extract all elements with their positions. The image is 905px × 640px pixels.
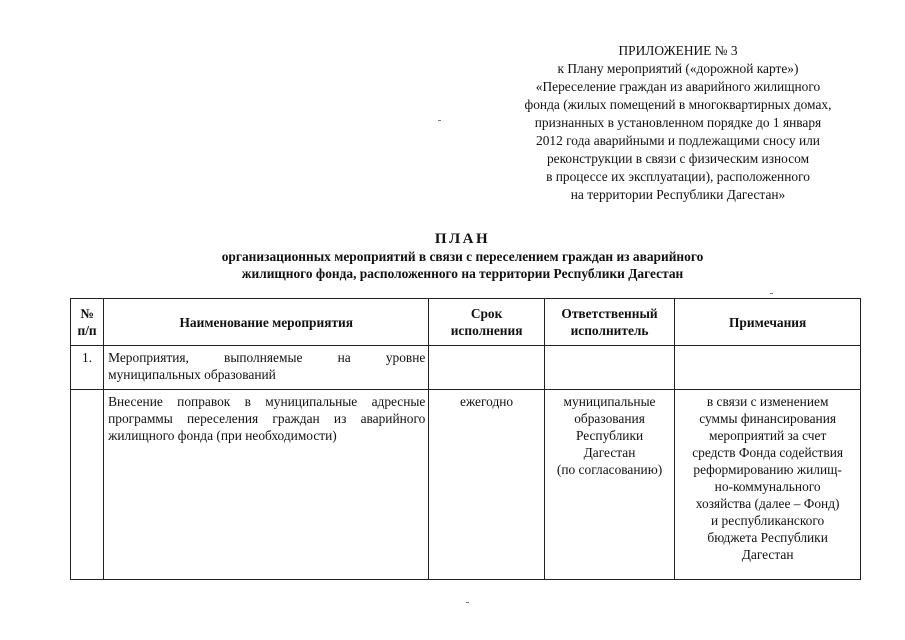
section-number: 1. [71,346,104,390]
section-notes [675,346,861,390]
section-responsible [544,346,674,390]
scan-speck [770,293,773,294]
appendix-line: «Переселение граждан из аварийного жилищного [535,79,821,94]
plan-title: ПЛАН [434,231,491,247]
appendix-block [488,42,868,204]
item-number [71,390,104,580]
header-num: № п/п [71,299,104,346]
plan-table [70,298,861,580]
section-name: Мероприятия, выполняемые на уровне муниципальных образований [104,346,429,390]
item-term: ежегодно [429,390,544,580]
appendix-line: реконструкции в связи с физическим износом [546,151,810,166]
plan-heading [0,230,905,282]
item-name: Внесение поправок в муниципальные адресные программы переселения граждан из аварийного жилищного фонда (при необходимости) [104,390,429,580]
plan-subtitle-line: жилищного фонда, расположенного на территории Республики Дагестан [241,266,684,281]
item-responsible: муниципальные образования Республики Дагестан (по согласованию) [544,390,674,580]
table-row-section [71,346,861,390]
appendix-line: к Плану мероприятий («дорожной карте») [557,61,799,76]
appendix-title: ПРИЛОЖЕНИЕ № 3 [618,43,738,58]
header-notes: Примечания [675,299,861,346]
scan-speck [466,602,469,603]
appendix-line: на территории Республики Дагестан» [570,187,786,202]
plan-subtitle-line: организационных мероприятий в связи с переселением граждан из аварийного [221,249,704,264]
header-term: Срок исполнения [429,299,544,346]
section-term [429,346,544,390]
appendix-line: признанных в установленном порядке до 1 января [534,115,822,130]
item-notes: в связи с изменением суммы финансирования мероприятий за счет средств Фонда содействия реформированию жилищ- но-коммунального хозяйства (далее – Фонд) и республиканского бюджета Республики Дагестан [675,390,861,580]
header-name: Наименование мероприятия [104,299,429,346]
appendix-line: в процессе их эксплуатации), расположенного [546,169,810,184]
appendix-line: 2012 года аварийными и подлежащими сносу или [536,133,820,148]
table-row-item [71,390,861,580]
header-responsible: Ответственный исполнитель [544,299,674,346]
scan-speck [438,120,441,121]
appendix-line: фонда (жилых помещений в многоквартирных домах, [524,97,832,112]
table-header-row [71,299,861,346]
